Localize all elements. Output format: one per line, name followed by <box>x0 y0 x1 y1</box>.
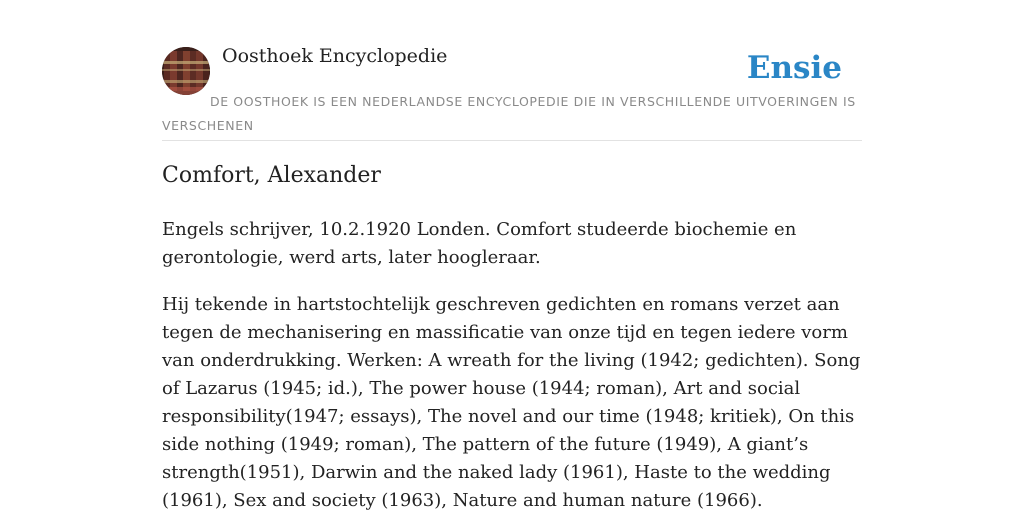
ensie-logo[interactable]: Ensie <box>746 50 842 86</box>
article-title: Comfort, Alexander <box>162 163 381 188</box>
source-avatar[interactable] <box>162 47 210 95</box>
article-paragraph: Hij tekende in hartstochtelijk geschreven gedichten en romans verzet aan tegen de mechanisering en massificatie van onze tijd en tegen iedere vorm van onderdrukking. Werken: A wreath for the living (1942; gedichten). Song of Lazarus (1945; id.), The power house (1944; roman), Art and social responsibility(1947; essays), The novel and our time (1948; kritiek), On this side nothing (1949; roman), The pattern of the future (1949), A giant’s strength(1951), Darwin and the naked lady (1961), Haste to the wedding (1961), Sex and society (1963), Nature and human nature (1966). <box>162 294 861 511</box>
article-paragraph: Engels schrijver, 10.2.1920 Londen. Comfort studeerde biochemie en gerontologie, werd arts, later hoogleraar. <box>162 219 797 268</box>
source-description: DE OOSTHOEK IS EEN NEDERLANDSE ENCYCLOPEDIE DIE IN VERSCHILLENDE UITVOERINGEN IS VERSCHENEN <box>162 94 856 133</box>
source-name[interactable]: Oosthoek Encyclopedie <box>222 45 448 67</box>
source-header <box>162 0 862 141</box>
books-image-icon <box>162 47 210 95</box>
content-container <box>162 0 862 511</box>
